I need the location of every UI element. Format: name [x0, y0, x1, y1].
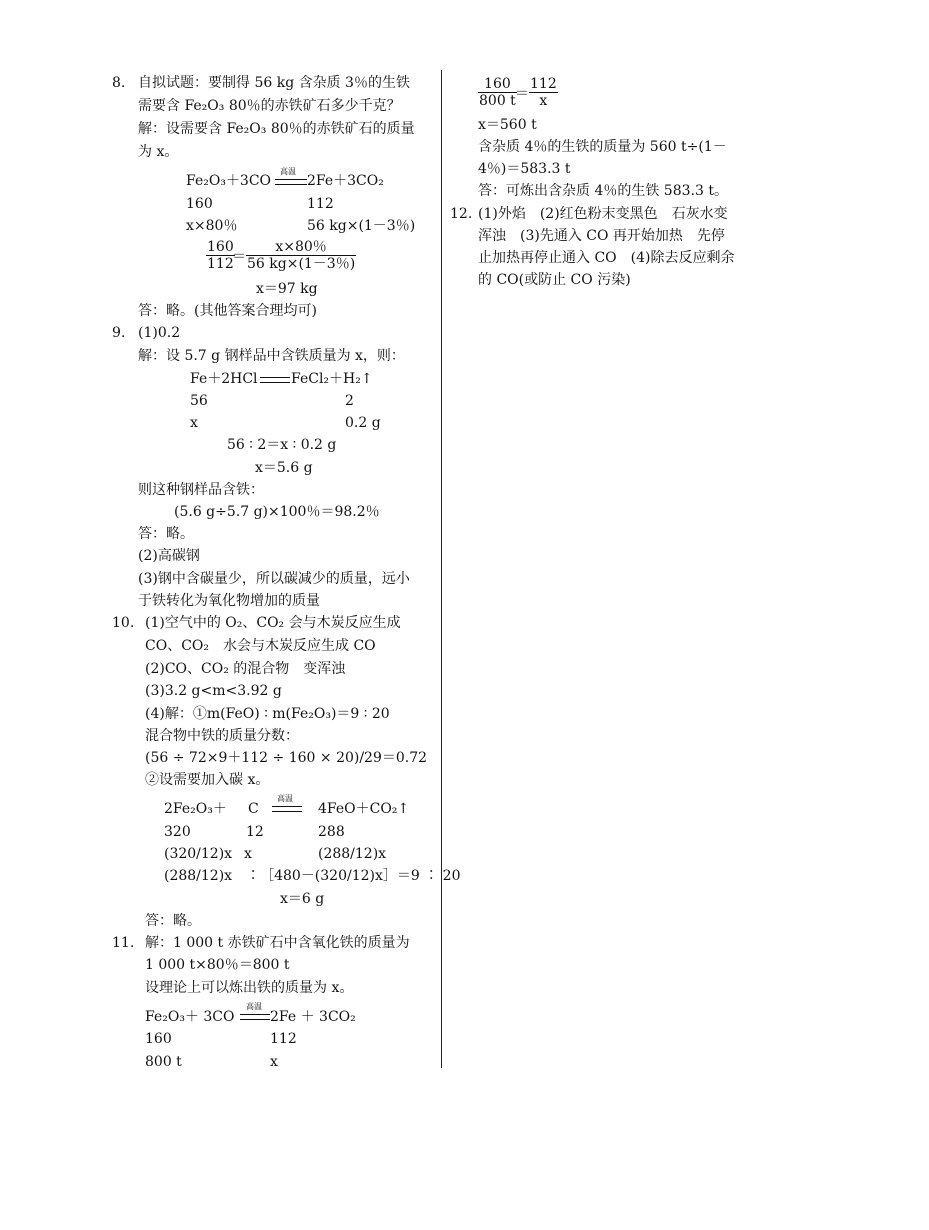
- q8-ratio-2a: x×80％: [186, 218, 238, 234]
- q8-fraction-2-den: 56 kg×(1－3％): [247, 256, 356, 272]
- q8-fraction-2-num: x×80％: [246, 239, 356, 256]
- q9-calc-1: 56 ∶ 2＝x ∶ 0.2 g: [227, 437, 337, 453]
- q9-equation-right: FeCl₂＋H₂↑: [291, 371, 373, 387]
- q8-fraction-1-den: 112: [207, 256, 234, 272]
- q9-line-6: (2)高碳钢: [138, 548, 200, 564]
- q8-ratio-1b: 112: [307, 196, 334, 212]
- q11-fraction-2-den: x: [539, 93, 548, 109]
- question-number-12: 12.: [450, 206, 473, 222]
- q9-line-3: 则这种钢样品含铁：: [138, 482, 264, 498]
- q9-line-1: (1)0.2: [138, 325, 181, 341]
- q9-ratio-1a: 56: [190, 393, 208, 409]
- q9-line-2: 解：设 5.7 g 钢样品中含铁质量为 x，则：: [138, 348, 405, 364]
- q11-fraction-equals: ＝: [515, 86, 529, 102]
- q10-ratio-3: (288/12)x ∶［480－(320/12)x］＝9 ∶ 20: [164, 868, 461, 884]
- q9-line-8: 于铁转化为氧化物增加的质量: [138, 593, 320, 609]
- q10-ratio-1c: 288: [318, 824, 345, 840]
- q10-answer: 答：略。: [145, 913, 201, 929]
- column-divider: [441, 70, 442, 1068]
- q8-line-4: 为 x。: [138, 144, 179, 160]
- q11-equation-left: Fe₂O₃＋ 3CO: [145, 1009, 235, 1025]
- q8-fraction-2: [246, 239, 356, 272]
- q10-result: x＝6 g: [280, 891, 325, 907]
- q8-equation-left: Fe₂O₃＋3CO: [186, 173, 272, 189]
- q10-line-5: (4)解：①m(FeO) ∶ m(Fe₂O₃)＝9 ∶ 20: [145, 706, 390, 722]
- q9-ratio-1b: 2: [345, 393, 354, 409]
- question-number-9: 9.: [112, 325, 126, 341]
- q8-result: x＝97 kg: [256, 281, 318, 297]
- q11-ratio-2b: x: [270, 1054, 278, 1070]
- q10-ratio-2b: x: [244, 846, 252, 862]
- q9-ratio-2a: x: [190, 415, 198, 431]
- q11-condition: 高温: [246, 1002, 262, 1011]
- q11-ratio-1a: 160: [145, 1031, 172, 1047]
- q11-equation-right: 2Fe ＋ 3CO₂: [270, 1009, 356, 1025]
- q11-fraction-1: [478, 76, 517, 109]
- q12-line-1: (1)外焰 (2)红色粉末变黑色 石灰水变: [478, 206, 728, 222]
- q11-ratio-1b: 112: [270, 1031, 297, 1047]
- q8-fraction-1: [206, 239, 235, 272]
- q8-ratio-1a: 160: [186, 196, 213, 212]
- q10-ratio-2a: (320/12)x: [164, 846, 233, 862]
- q10-line-3: (2)CO、CO₂ 的混合物 变浑浊: [145, 661, 346, 677]
- q10-line-7: (56 ÷ 72×9＋112 ÷ 160 × 20)/29＝0.72: [145, 750, 428, 766]
- q8-line-2: 需要含 Fe₂O₃ 80％的赤铁矿石多少千克？: [138, 98, 401, 114]
- q11-line-2: 1 000 t×80％＝800 t: [145, 957, 290, 973]
- q9-equals-sign: [260, 377, 290, 383]
- q11-equals-sign: [240, 1014, 270, 1020]
- q8-fraction-1-num: 160: [207, 239, 234, 255]
- q8-ratio-2b: 56 kg×(1－3％): [307, 218, 416, 234]
- q10-line-8: ②设需要加入碳 x。: [145, 772, 270, 788]
- q8-answer: 答：略。(其他答案合理均可): [138, 303, 317, 319]
- question-number-8: 8.: [112, 75, 126, 91]
- question-number-11: 11.: [112, 935, 135, 951]
- q11-line-1: 解：1 000 t 赤铁矿石中含氧化铁的质量为: [145, 935, 410, 951]
- q9-equation-left: Fe＋2HCl: [190, 371, 258, 387]
- q11-cont-line-1: x＝560 t: [478, 117, 537, 133]
- q10-line-4: (3)3.2 g<m<3.92 g: [145, 683, 282, 699]
- q8-equation-right: 2Fe＋3CO₂: [307, 173, 384, 189]
- q11-cont-line-3: 4％)＝583.3 t: [478, 161, 571, 177]
- q11-ratio-2a: 800 t: [145, 1054, 182, 1070]
- q11-fraction-1-num: 160: [478, 76, 517, 93]
- question-number-10: 10.: [112, 615, 135, 631]
- q10-ratio-1b: 12: [246, 824, 264, 840]
- q8-condition: 高温: [280, 167, 296, 176]
- q11-line-3: 设理论上可以炼出铁的质量为 x。: [145, 980, 354, 996]
- q11-fraction-2: [529, 76, 558, 109]
- q12-line-4: 的 CO(或防止 CO 污染): [478, 272, 631, 288]
- q10-ratio-1a: 320: [164, 824, 191, 840]
- q10-condition: 高温: [277, 794, 293, 803]
- q10-line-2: CO、CO₂ 水会与木炭反应生成 CO: [145, 638, 376, 654]
- q11-cont-line-4: 答：可炼出含杂质 4％的生铁 583.3 t。: [478, 183, 728, 199]
- q9-line-4: (5.6 g÷5.7 g)×100％＝98.2％: [174, 504, 380, 520]
- q10-equation-a: 2Fe₂O₃＋: [164, 801, 227, 817]
- q10-equation-c: 4FeO＋CO₂↑: [318, 801, 410, 817]
- q12-line-3: 止加热再停止通入 CO (4)除去反应剩余: [478, 250, 735, 266]
- q8-line-1: 自拟试题：要制得 56 kg 含杂质 3％的生铁: [138, 75, 410, 91]
- q9-line-7: (3)钢中含碳量少，所以碳减少的质量，远小: [138, 571, 410, 587]
- q8-fraction-equals: ＝: [232, 249, 246, 265]
- q11-fraction-1-den: 800 t: [479, 93, 516, 109]
- q9-calc-2: x＝5.6 g: [255, 460, 313, 476]
- q10-equation-b: C: [248, 801, 259, 817]
- q11-fraction-2-num: 112: [530, 76, 557, 92]
- q10-ratio-2c: (288/12)x: [318, 846, 387, 862]
- q10-line-6: 混合物中铁的质量分数：: [145, 728, 299, 744]
- q10-line-1: (1)空气中的 O₂、CO₂ 会与木炭反应生成: [145, 615, 401, 631]
- q9-line-5: 答：略。: [138, 526, 194, 542]
- q10-equals-sign: [272, 806, 302, 812]
- q12-line-2: 浑浊 (3)先通入 CO 再开始加热 先停: [478, 228, 725, 244]
- q8-line-3: 解：设需要含 Fe₂O₃ 80％的赤铁矿石的质量: [138, 121, 415, 137]
- q9-ratio-2b: 0.2 g: [345, 415, 381, 431]
- q8-equals-sign: [275, 179, 307, 185]
- q11-cont-line-2: 含杂质 4％的生铁的质量为 560 t÷(1－: [478, 139, 727, 155]
